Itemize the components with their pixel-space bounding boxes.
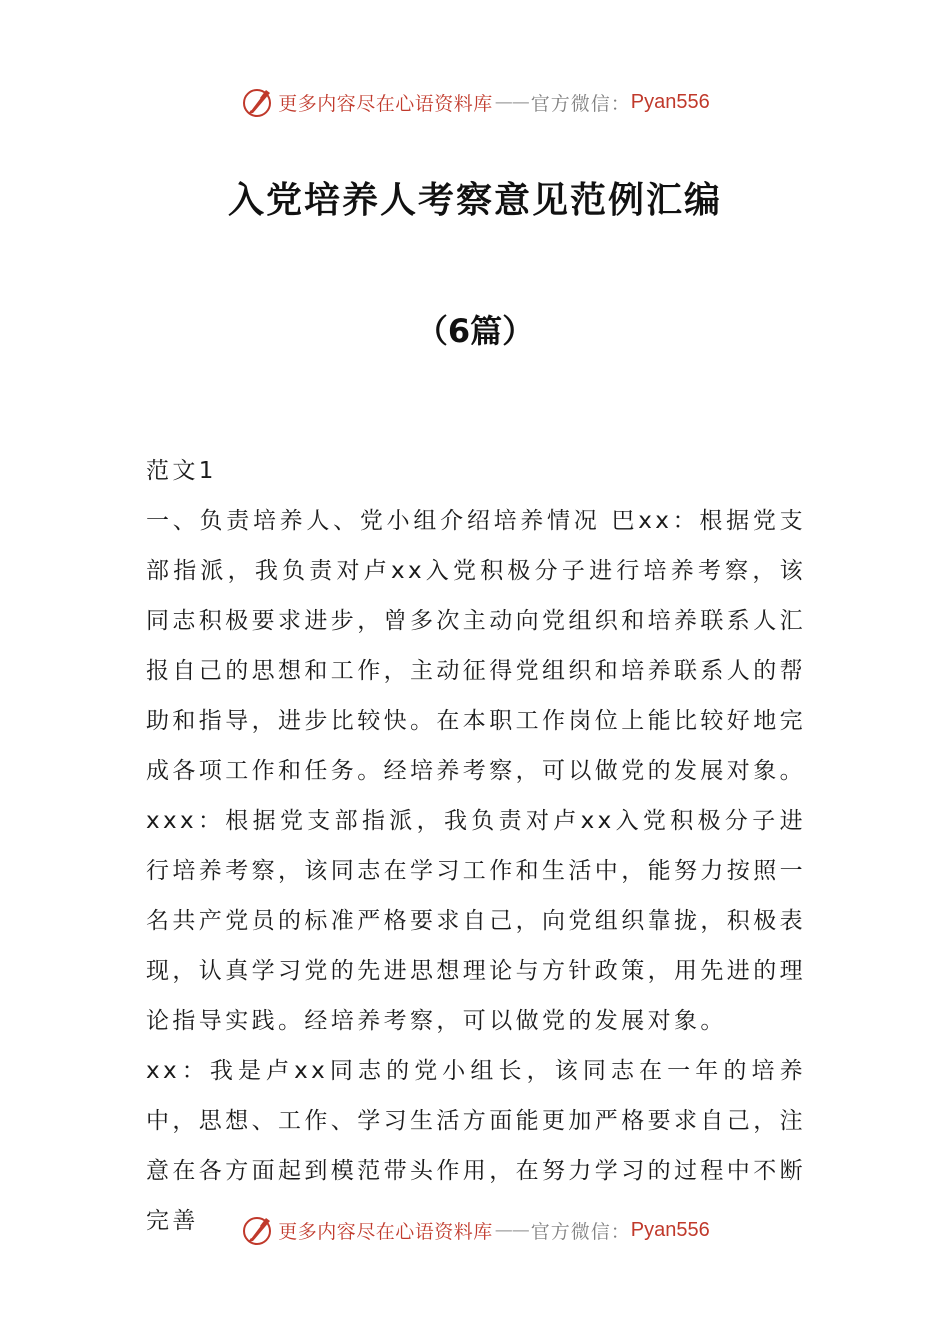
body-paragraph-1: 一、负责培养人、党小组介绍培养情况 巴xx：根据党支部指派，我负责对卢xx入党积极分子进行培养考察，该同志积极要求进步，曾多次主动向党组织和培养联系人汇报自己的思想和工作，主动征得党组织和培养联系人的帮助和指导，进步比较快。在本职工作岗位上能比较好地完成各项工作和任务。经培养考察，可以做党的发展对象。: [146, 508, 806, 784]
watermark-separator: ——: [494, 1219, 529, 1241]
watermark-wechat-label: 官方微信：: [530, 1220, 631, 1243]
document-title: 入党培养人考察意见范例汇编: [227, 180, 722, 221]
footer-watermark: [0, 1210, 950, 1250]
feather-pen-circle-icon: [240, 1212, 276, 1248]
feather-pen-circle-icon: [240, 84, 276, 120]
document-subtitle: （6篇）: [415, 312, 535, 350]
section-label: 范文1: [146, 458, 217, 484]
watermark-wechat-id: Pyan556: [630, 1218, 710, 1241]
document-body: [146, 446, 806, 1246]
watermark-brand: 更多内容尽在心语资料库: [278, 92, 493, 115]
body-paragraph-3: xx：我是卢xx同志的党小组长，该同志在一年的培养中，思想、工作、学习生活方面能更加严格要求自己，注意在各方面起到模范带头作用，在努力学习的过程中不断完善: [146, 1058, 806, 1234]
watermark-wechat-id: Pyan556: [630, 90, 710, 113]
header-watermark: [0, 82, 950, 122]
watermark-wechat-label: 官方微信：: [530, 92, 631, 115]
watermark-brand: 更多内容尽在心语资料库: [278, 1220, 493, 1243]
watermark-separator: ——: [494, 91, 529, 113]
body-paragraph-2: xxx：根据党支部指派，我负责对卢xx入党积极分子进行培养考察，该同志在学习工作和生活中，能努力按照一名共产党员的标准严格要求自己，向党组织靠拢，积极表现，认真学习党的先进思想理论与方针政策，用先进的理论指导实践。经培养考察，可以做党的发展对象。: [146, 808, 806, 1034]
